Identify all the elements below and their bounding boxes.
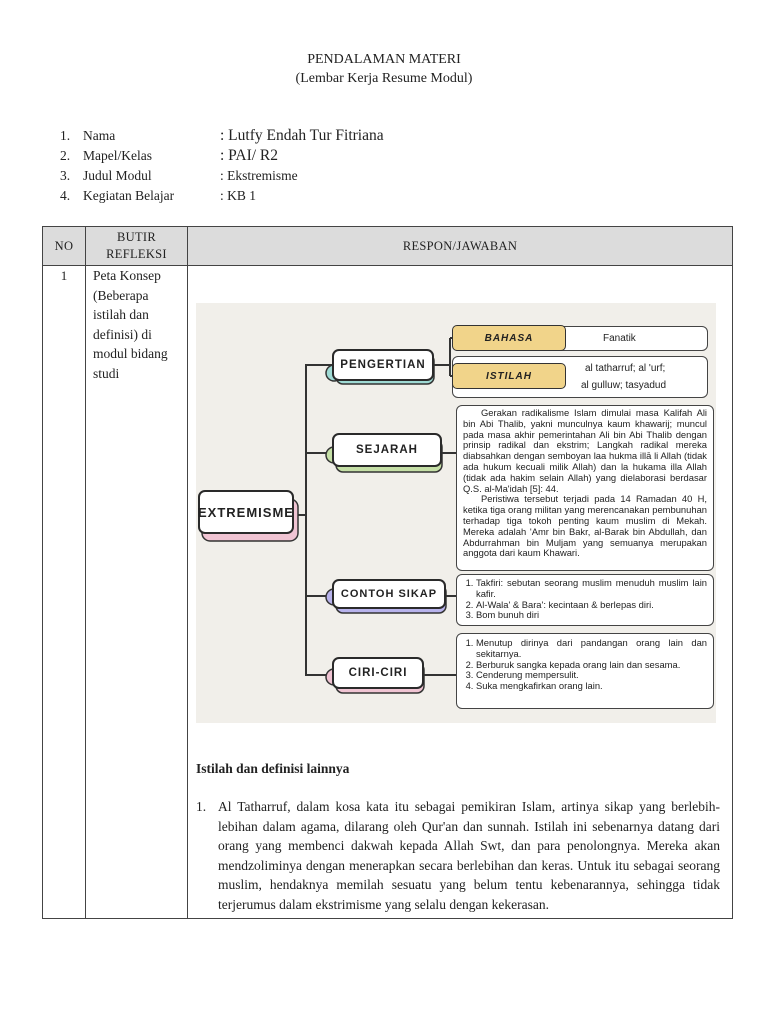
reflection-table xyxy=(42,226,733,919)
sejarah-paragraph-2: Peristiwa tersebut terjadi pada 14 Ramadan 40 H, ketika tiga orang militan yang merencanakan pembunuhan terhadap tiga tokoh penting kaum muslim di Mekah. Mereka adalah 'Amr bin Bakr, al-Barak bin Abdullah, dan Abdurrahman bin Muljam yang semuanya merupakan anggota dari kaum Khawari. xyxy=(463,493,707,559)
row-butir: Peta Konsep (Beberapa istilah dan definisi) di modul bidang studi xyxy=(86,266,188,919)
row-response xyxy=(188,266,733,919)
definition-text: Al Tatharruf, dalam kosa kata itu sebagai pemikiran Islam, artinya sikap yang berlebih-lebihan dalam agama, dilarang oleh Qur'an dan sunnah. Istilah ini sebenarnya datang dari orang yang membenci dakwah kepada Allah Swt, dan para penolongnya. Mereka akan mendzoliminya dengan menerapkan secara berlebihan dan keras. Untuk itu sebagai seorang muslim, hendaknya memilah sesuatu yang belum tentu kebenarannya, sehingga tidak terjerumus dalam ekstrimisme yang selalu dengan kekerasan. xyxy=(218,799,720,912)
contoh-item: 3. Bom bunuh diri xyxy=(476,610,707,621)
header-respon: RESPON/JAWABAN xyxy=(188,227,733,266)
sejarah-paragraph-1: Gerakan radikalisme Islam dimulai masa Kalifah Ali bin Abi Thalib, yakni munculnya kaum khawarij; muncul pada masa akhir pemerintahan Ali bin Abi Thalib dengan prinsip radikal dan ekstrim; Langkah radikal mereka diabsahkan dengan semboyan laa hukma illā li Allah (tidak ada hukum kecuali milik Allah) dan la hukama illa Allah (tidak ada hakim selain Allah) yang dielaborasi berdasar Q.S. al-Ma'idah [5]: 44. xyxy=(463,407,707,494)
ciri-item: 3. Cenderung mempersulit. xyxy=(476,670,707,681)
ciri-item: 1. Menutup dirinya dari pandangan orang lain dan sekitarnya. xyxy=(476,638,707,660)
contoh-item: 1. Takfiri: sebutan seorang muslim menuduh muslim lain kafir. xyxy=(476,578,707,600)
identity-value: : KB 1 xyxy=(220,188,257,203)
istilah-line-2: al gulluw; tasyadud xyxy=(581,380,667,391)
identity-label: Mapel/Kelas xyxy=(83,148,152,163)
ciri-ciri-node: CIRI-CIRI xyxy=(332,657,424,689)
ciri-item: 2. Berburuk sangka kepada orang lain dan sesama. xyxy=(476,660,707,671)
concept-map xyxy=(196,303,716,723)
identity-num: 3. xyxy=(60,168,71,183)
identity-label: Judul Modul xyxy=(83,168,152,183)
ciri-ciri-box xyxy=(456,633,714,709)
contoh-sikap-node: CONTOH SIKAP xyxy=(332,579,446,609)
identity-label: Nama xyxy=(83,128,116,143)
identity-num: 4. xyxy=(60,188,71,203)
identity-num: 1. xyxy=(60,128,71,143)
istilah-line-1: al tatharruf; al 'urf; xyxy=(585,363,666,374)
identity-value: : Ekstremisme xyxy=(220,168,298,183)
definition-item xyxy=(196,797,720,914)
contoh-item: 2. Al-Wala' & Bara': kecintaan & berlepas diri. xyxy=(476,600,707,611)
definitions-list xyxy=(196,797,720,914)
page-title: PENDALAMAN MATERI xyxy=(307,52,461,67)
sejarah-node: SEJARAH xyxy=(332,433,442,467)
header-butir: BUTIR REFLEKSI xyxy=(86,227,188,266)
identity-value: : Lutfy Endah Tur Fitriana xyxy=(220,127,384,144)
identity-label: Kegiatan Belajar xyxy=(83,188,175,203)
pengertian-node: PENGERTIAN xyxy=(332,349,434,381)
ciri-item: 4. Suka mengkafirkan orang lain. xyxy=(476,681,707,692)
contoh-sikap-box xyxy=(456,574,714,626)
identity-num: 2. xyxy=(60,148,71,163)
header-no: NO xyxy=(43,227,86,266)
definition-number: 1. xyxy=(196,799,207,814)
row-number: 1 xyxy=(43,266,86,919)
page-subtitle: (Lembar Kerja Resume Modul) xyxy=(295,71,473,86)
istilah-tag: ISTILAH xyxy=(452,363,566,389)
bahasa-tag: BAHASA xyxy=(452,325,566,351)
bahasa-value: Fanatik xyxy=(603,333,636,344)
root-node: EXTREMISME xyxy=(198,490,294,534)
identity-value: : PAI/ R2 xyxy=(220,147,279,164)
definitions-heading: Istilah dan definisi lainnya xyxy=(196,761,350,776)
sejarah-box xyxy=(456,405,714,571)
